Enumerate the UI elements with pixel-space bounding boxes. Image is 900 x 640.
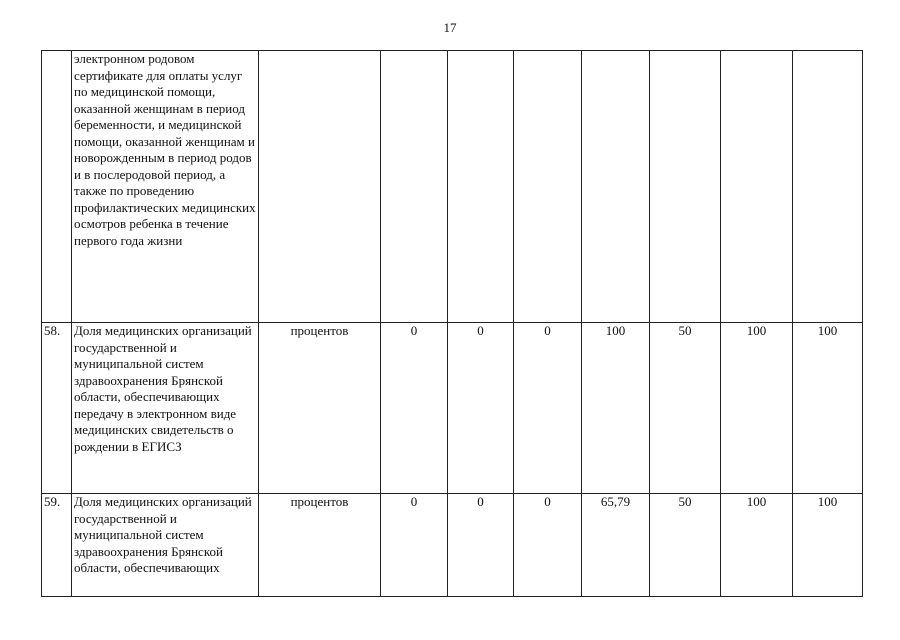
value-cell: [650, 51, 721, 323]
value-cell: 100: [793, 494, 863, 597]
value-cell: 0: [514, 323, 582, 494]
value-cell: [721, 51, 793, 323]
table-row: [42, 323, 863, 494]
row-number: [42, 51, 72, 323]
value-cell: [448, 51, 514, 323]
value-cell: 100: [793, 323, 863, 494]
value-cell: [514, 51, 582, 323]
value-cell: [582, 51, 650, 323]
unit-cell: процентов: [259, 494, 381, 597]
value-cell: 0: [381, 494, 448, 597]
value-cell: 100: [721, 494, 793, 597]
indicators-table: [41, 50, 863, 597]
value-cell: [381, 51, 448, 323]
value-cell: 100: [721, 323, 793, 494]
value-cell: [793, 51, 863, 323]
value-cell: 65,79: [582, 494, 650, 597]
unit-cell: процентов: [259, 323, 381, 494]
value-cell: 50: [650, 323, 721, 494]
indicator-name: электронном родовом сертификате для оплаты услуг по медицинской помощи, оказанной женщинам в период беременности, и медицинской помощи, оказанной женщинам и новорожденным в период родов и в послеродовой период, а также по проведению профилактических медицинских осмотров ребенка в течение первого года жизни: [72, 51, 259, 323]
indicator-name: Доля медицинских организаций государственной и муниципальной систем здравоохранения Брянской области, обеспечивающих: [72, 494, 259, 597]
value-cell: 100: [582, 323, 650, 494]
page-number: 17: [443, 20, 457, 35]
value-cell: 0: [514, 494, 582, 597]
value-cell: 0: [381, 323, 448, 494]
table-row: [42, 51, 863, 323]
row-number: 59.: [42, 494, 72, 597]
unit-cell: [259, 51, 381, 323]
indicator-name: Доля медицинских организаций государственной и муниципальной систем здравоохранения Брянской области, обеспечивающих передачу в электронном виде медицинских свидетельств о рождении в ЕГИСЗ: [72, 323, 259, 494]
value-cell: 0: [448, 494, 514, 597]
row-number: 58.: [42, 323, 72, 494]
value-cell: 0: [448, 323, 514, 494]
table-row: [42, 494, 863, 597]
value-cell: 50: [650, 494, 721, 597]
